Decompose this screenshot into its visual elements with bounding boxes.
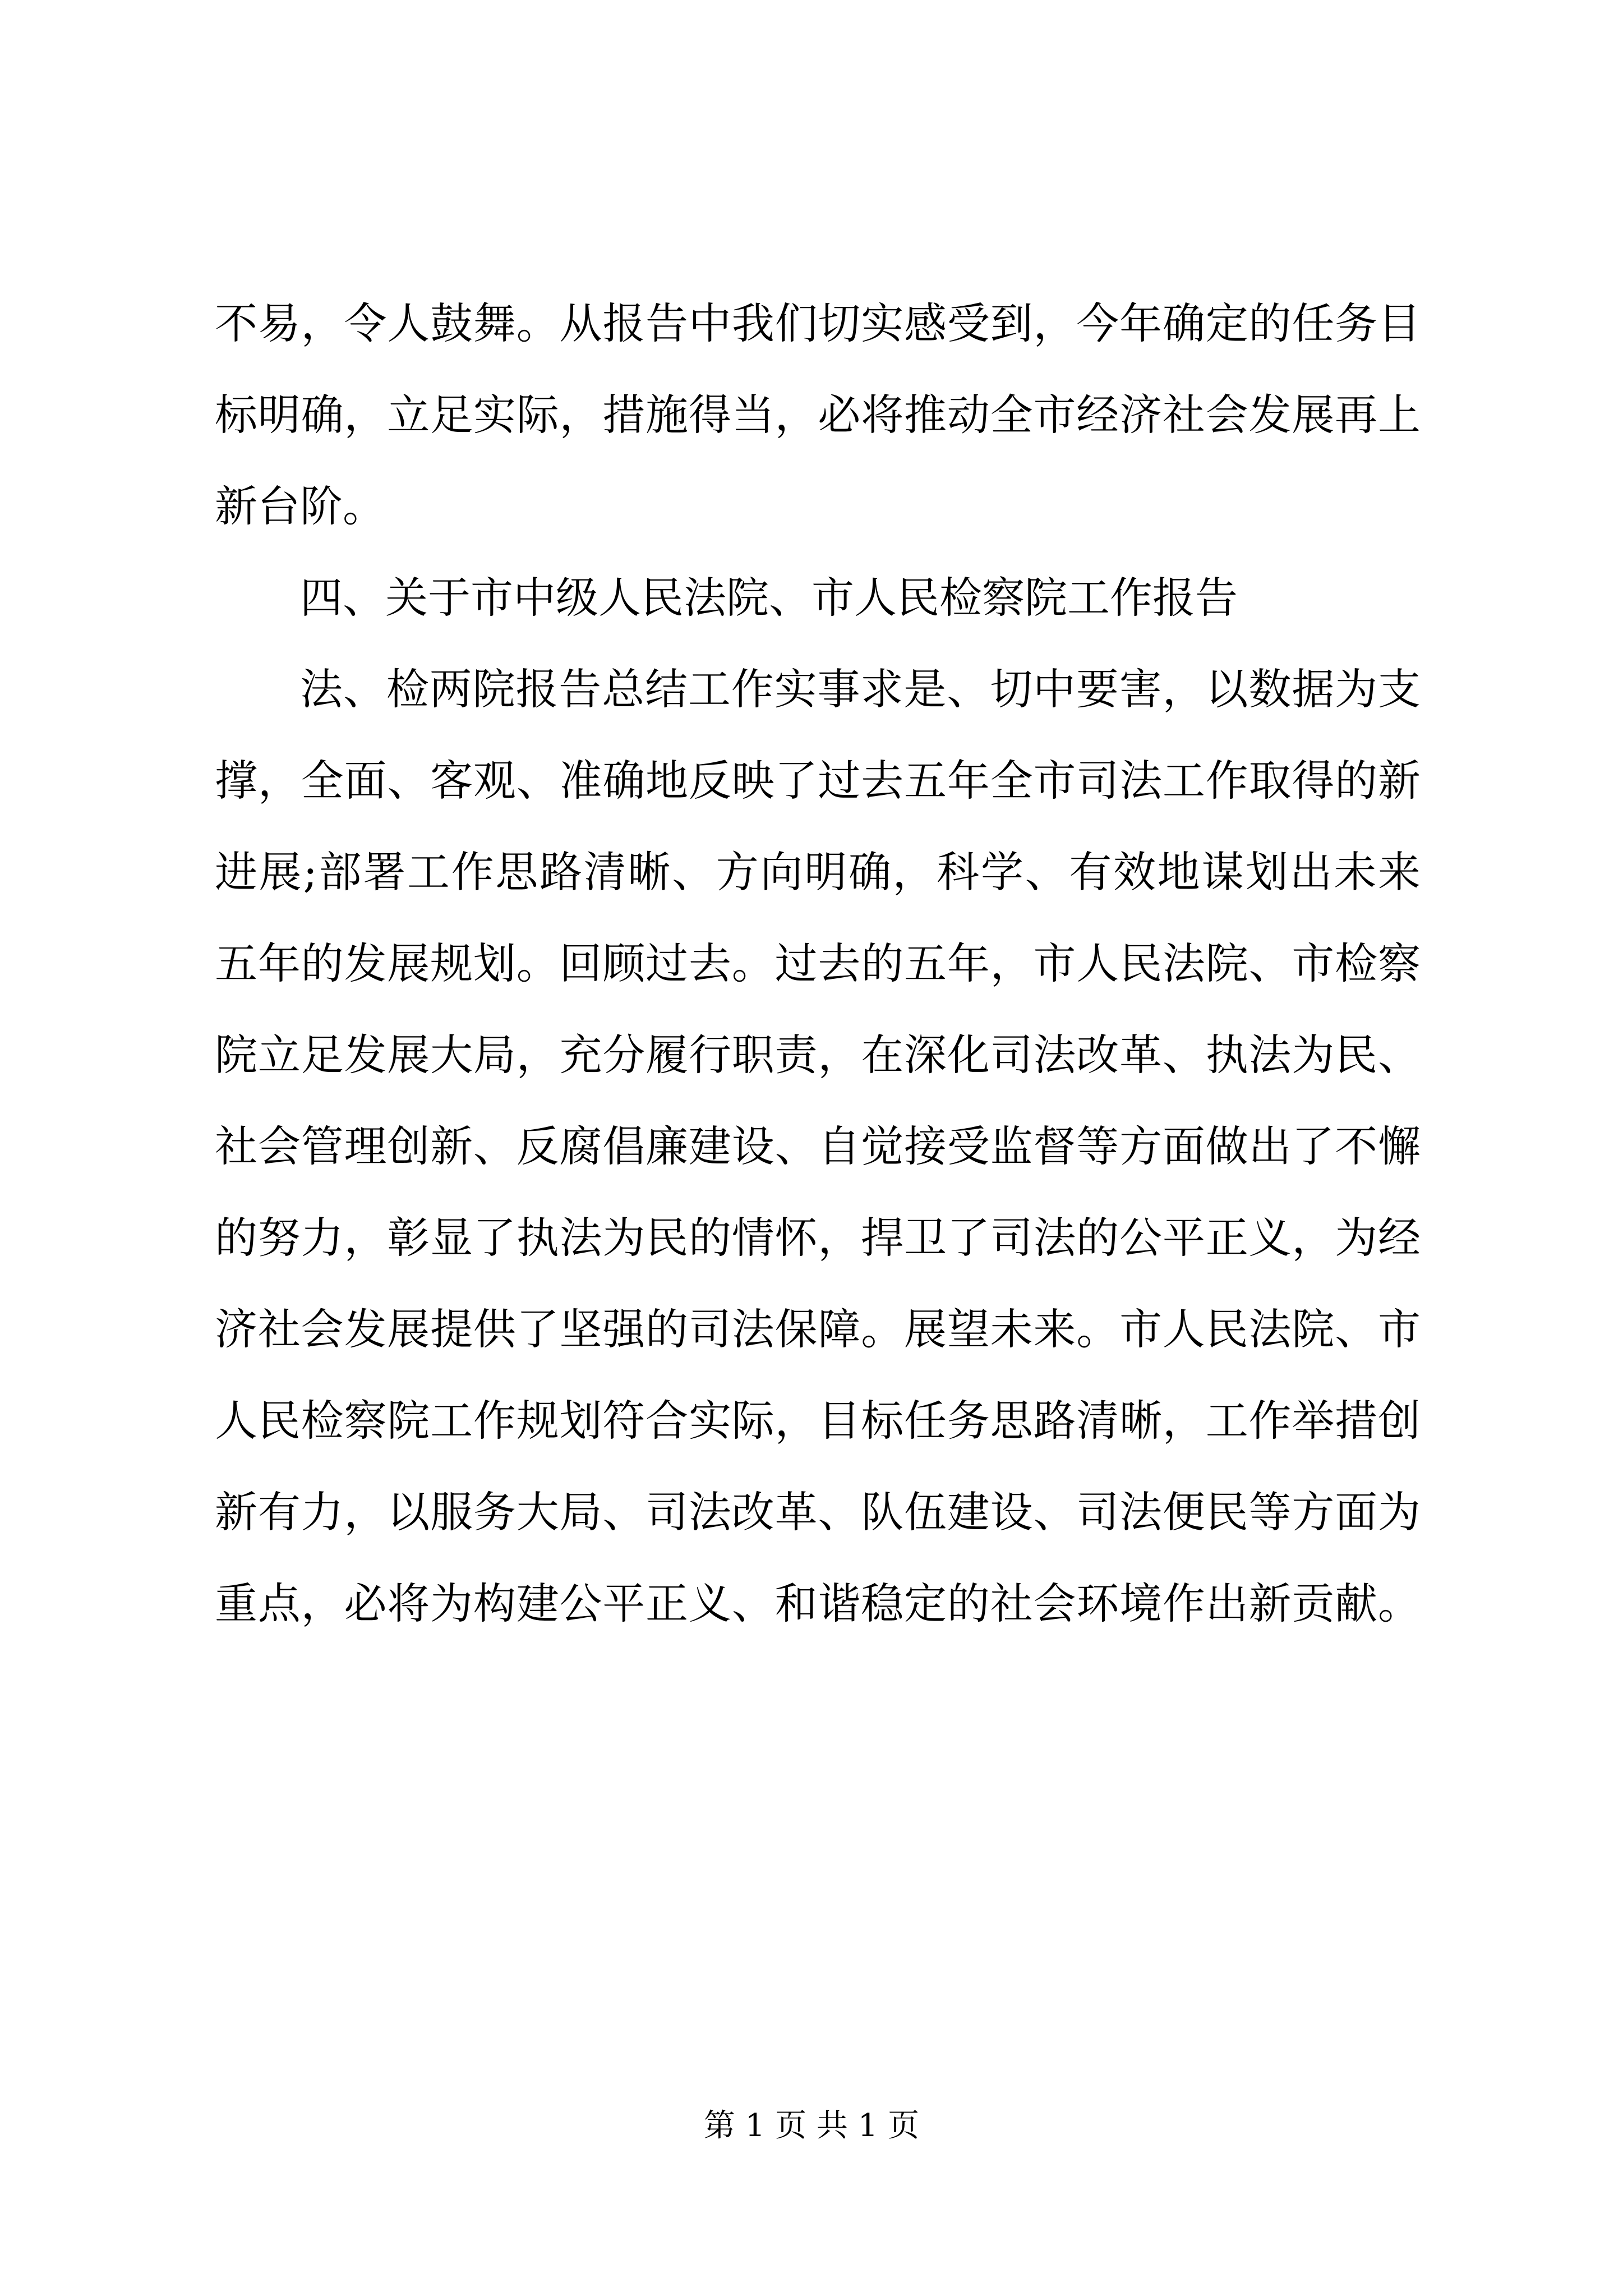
paragraph-2-line-10: 新有力，以服务大局、司法改革、队伍建设、司法便民等方面为 [215,1487,1421,1537]
paragraph-1-line-3: 新台阶。 [215,481,385,531]
paragraph-1-line-1: 不易，令人鼓舞。从报告中我们切实感受到，今年确定的任务目 [215,298,1421,348]
paragraph-2-line-8: 济社会发展提供了坚强的司法保障。展望未来。市人民法院、市 [215,1304,1421,1354]
section-heading-4: 四、关于市中级人民法院、市人民检察院工作报告 [300,573,1238,623]
paragraph-2-line-11: 重点，必将为构建公平正义、和谐稳定的社会环境作出新贡献。 [215,1579,1421,1628]
page-footer: 第 1 页 共 1 页 [703,2108,920,2144]
paragraph-2-line-1: 法、检两院报告总结工作实事求是、切中要害，以数据为支 [300,664,1421,714]
paragraph-1-line-2: 标明确，立足实际，措施得当，必将推动全市经济社会发展再上 [215,390,1421,440]
paragraph-2-line-9: 人民检察院工作规划符合实际，目标任务思路清晰，工作举措创 [215,1396,1421,1446]
paragraph-2-line-3: 进展;部署工作思路清晰、方向明确，科学、有效地谋划出未来 [215,847,1421,897]
paragraph-2-line-6: 社会管理创新、反腐倡廉建设、自觉接受监督等方面做出了不懈 [215,1121,1421,1171]
paragraph-2-line-4: 五年的发展规划。回顾过去。过去的五年，市人民法院、市检察 [215,938,1421,988]
paragraph-2-line-5: 院立足发展大局，充分履行职责，在深化司法改革、执法为民、 [215,1030,1421,1080]
paragraph-2-line-2: 撑，全面、客观、准确地反映了过去五年全市司法工作取得的新 [215,756,1421,806]
paragraph-2-line-7: 的努力，彰显了执法为民的情怀，捍卫了司法的公平正义，为经 [215,1213,1421,1263]
